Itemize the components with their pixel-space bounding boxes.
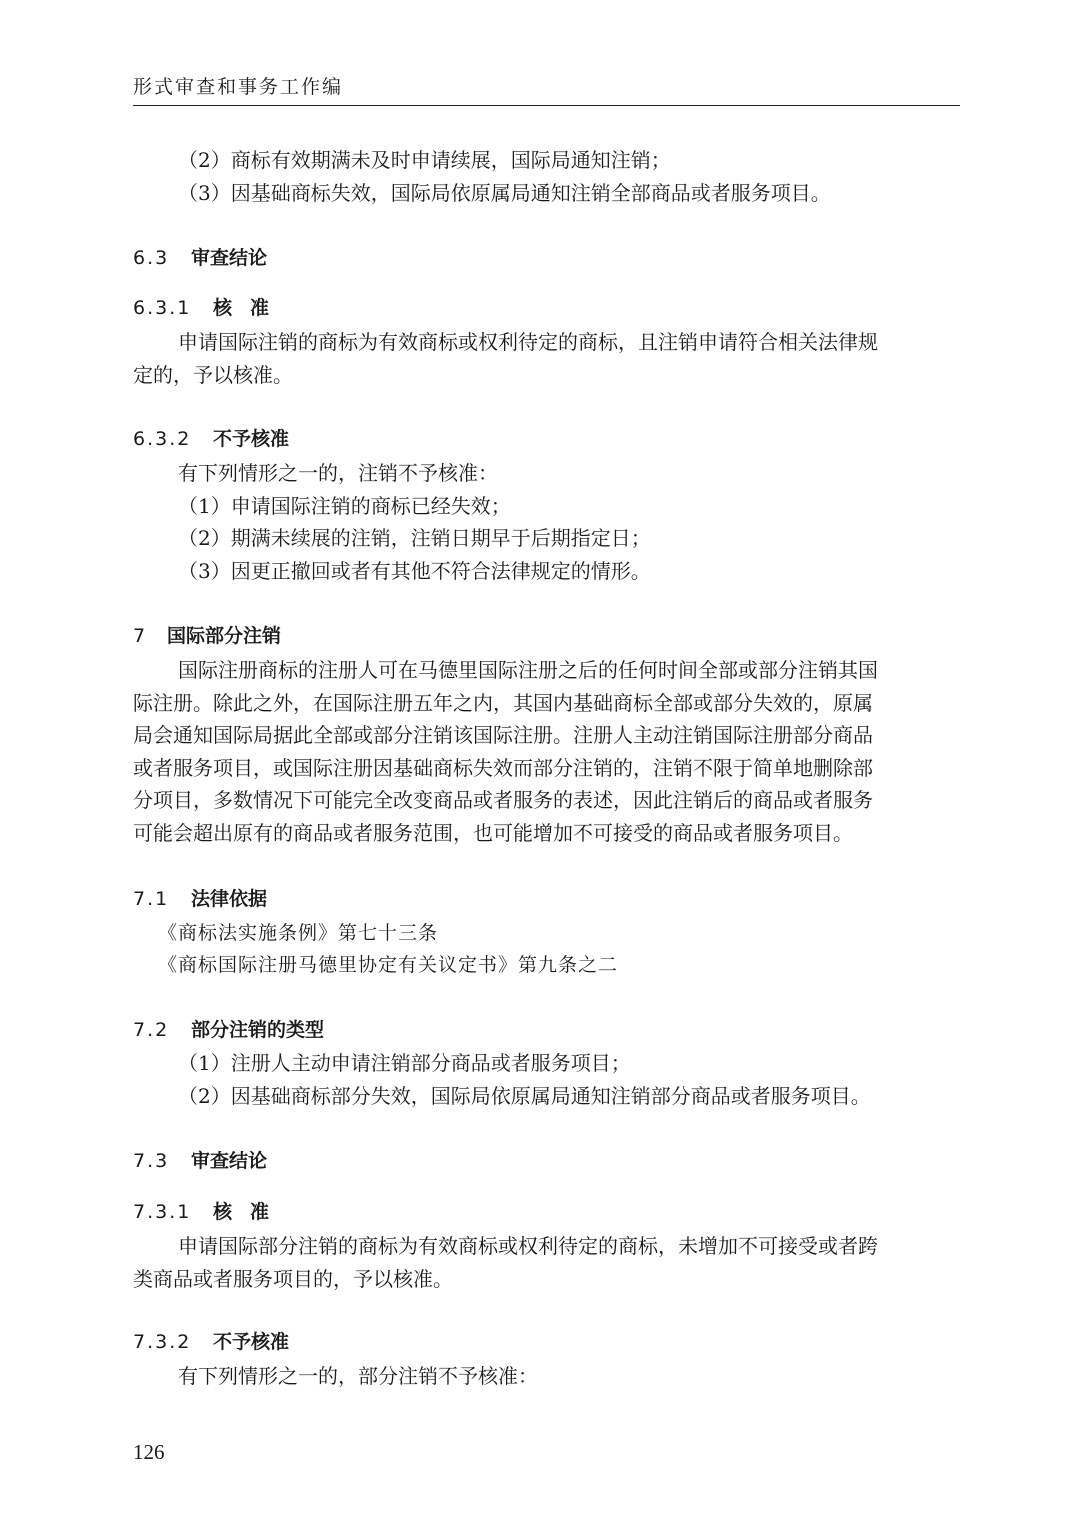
section-number: 7.3 — [133, 1150, 170, 1172]
section-heading-7-3 — [133, 1147, 960, 1175]
top-list — [133, 144, 960, 209]
section-heading-7-3-1 — [133, 1198, 960, 1226]
section-number: 7.3.1 — [133, 1201, 192, 1223]
section-title: 审查结论 — [191, 247, 268, 269]
section-title: 不予核准 — [213, 428, 290, 450]
paragraph-line: 定的，予以核准。 — [133, 362, 293, 387]
paragraph-line: 或者服务项目，或国际注册因基础商标失效而部分注销的，注销不限于简单地删除部 — [133, 755, 873, 780]
section-heading-7-1 — [133, 885, 960, 913]
section-heading-7-2 — [133, 1016, 960, 1044]
list-7-3-2 — [133, 1360, 960, 1393]
header-rule — [133, 105, 960, 106]
section-title: 审查结论 — [191, 1150, 268, 1172]
list-item: （3）因更正撤回或者有其他不符合法律规定的情形。 — [178, 558, 651, 583]
paragraph-line: 际注册。除此之外，在国际注册五年之内，其国内基础商标全部或部分失效的，原属 — [133, 690, 873, 715]
section-title: 法律依据 — [191, 888, 268, 910]
list-item: （3）因基础商标失效，国际局依原属局通知注销全部商品或者服务项目。 — [178, 180, 831, 205]
list-intro: 有下列情形之一的，注销不予核准： — [178, 461, 498, 485]
paragraph-line: 申请国际部分注销的商标为有效商标或权利待定的商标，未增加不可接受或者跨 — [178, 1234, 878, 1258]
section-title: 不予核准 — [213, 1331, 290, 1353]
section-number: 7.3.2 — [133, 1331, 192, 1353]
paragraph-line: 可能会超出原有的商品或者服务范围，也可能增加不可接受的商品或者服务项目。 — [133, 820, 853, 845]
paragraph-line: 分项目，多数情况下可能完全改变商品或者服务的表述，因此注销后的商品或者服务 — [133, 788, 873, 812]
citation-list — [133, 917, 960, 981]
list-item: （2）期满未续展的注销，注销日期早于后期指定日； — [178, 526, 651, 550]
paragraph-7 — [133, 654, 960, 849]
section-number: 6.3.1 — [133, 297, 192, 319]
section-heading-6-3-2 — [133, 425, 960, 453]
section-heading-7 — [133, 622, 960, 650]
list-item: （1）申请国际注销的商标已经失效； — [178, 493, 511, 518]
paragraph-6-3-1 — [133, 326, 960, 391]
paragraph-line: 国际注册商标的注册人可在马德里国际注册之后的任何时间全部或部分注销其国 — [178, 658, 878, 682]
list-item: （2）因基础商标部分失效，国际局依原属局通知注销部分商品或者服务项目。 — [178, 1083, 871, 1108]
paragraph-line: 类商品或者服务项目的，予以核准。 — [133, 1266, 453, 1291]
law-citation: 《商标法实施条例》第七十三条 — [158, 922, 439, 944]
section-heading-6-3 — [133, 244, 960, 272]
list-item: （2）商标有效期满未及时申请续展，国际局通知注销； — [178, 148, 671, 172]
law-citation: 《商标国际注册马德里协定有关议定书》第九条之二 — [158, 954, 619, 976]
section-number: 6.3.2 — [133, 428, 192, 450]
section-title: 国际部分注销 — [167, 625, 282, 647]
section-heading-6-3-1 — [133, 294, 960, 322]
section-title: 核准 — [213, 297, 288, 319]
running-header: 形式审查和事务工作编 — [133, 76, 344, 98]
list-7-2 — [133, 1047, 960, 1112]
list-6-3-2 — [133, 457, 960, 587]
section-title: 核准 — [213, 1201, 288, 1223]
section-number: 6.3 — [133, 247, 170, 269]
page-number: 126 — [133, 1440, 165, 1464]
list-intro: 有下列情形之一的，部分注销不予核准： — [178, 1364, 538, 1388]
section-number: 7.1 — [133, 888, 170, 910]
paragraph-7-3-1 — [133, 1230, 960, 1295]
list-item: （1）注册人主动申请注销部分商品或者服务项目； — [178, 1051, 631, 1075]
paragraph-line: 局会通知国际局据此全部或部分注销该国际注册。注册人主动注销国际注册部分商品 — [133, 723, 873, 747]
section-title: 部分注销的类型 — [191, 1019, 325, 1041]
paragraph-line: 申请国际注销的商标为有效商标或权利待定的商标，且注销申请符合相关法律规 — [178, 330, 878, 354]
section-heading-7-3-2 — [133, 1328, 960, 1356]
section-number: 7 — [133, 625, 148, 647]
section-number: 7.2 — [133, 1019, 170, 1041]
